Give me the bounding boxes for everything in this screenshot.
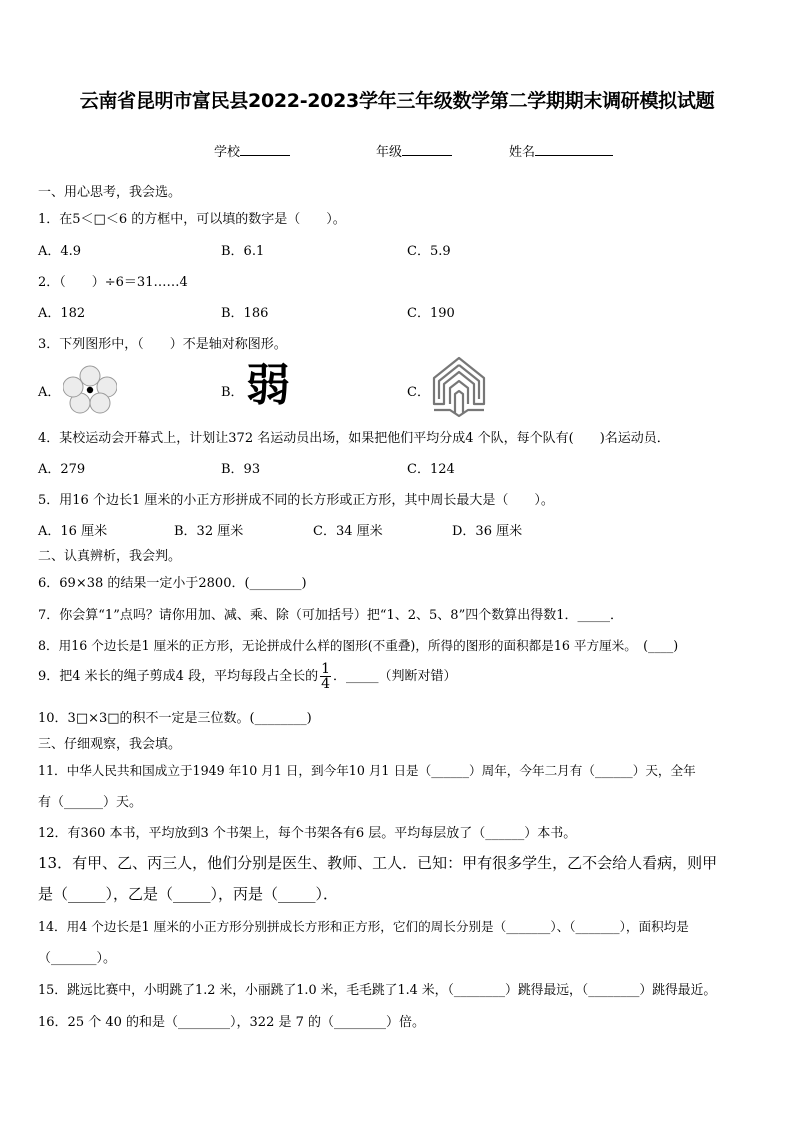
flower-icon <box>63 364 117 414</box>
question-7: 7．你会算“1”点吗？请你用加、减、乘、除（可加括号）把“1、2、5、8”四个数算出得数1．_____． <box>38 608 623 623</box>
emblem-icon <box>430 356 488 418</box>
q5-option-c: C．34 厘米 <box>313 524 383 539</box>
q4-option-c: C．124 <box>407 462 455 477</box>
q2-option-a: A．182 <box>38 306 86 321</box>
q1-option-a: A．4.9 <box>38 244 82 259</box>
question-1: 1．在5＜□＜6 的方框中，可以填的数字是（ ）。 <box>38 212 346 227</box>
q5-option-b: B．32 厘米 <box>174 524 244 539</box>
question-4: 4．某校运动会开幕式上，计划让372 名运动员出场，如果把他们平均分成4 个队，每个队有( )名运动员． <box>38 431 670 446</box>
question-13-line-2: 是（_____），乙是（_____），丙是（_____）． <box>38 885 339 903</box>
school-label: 学校 <box>214 145 241 160</box>
school-blank <box>240 143 290 156</box>
section-2-heading: 二、认真辨析，我会判。 <box>38 549 182 564</box>
question-2: 2．（ ）÷6＝31……4 <box>38 275 188 290</box>
flower-figure <box>63 364 117 414</box>
name-label: 姓名 <box>509 145 536 160</box>
question-10: 10．3□×3□的积不一定是三位数。(________) <box>38 711 312 726</box>
section-3-heading: 三、仔细观察，我会填。 <box>38 737 182 752</box>
question-15: 15．跳远比赛中，小明跳了1.2 米，小丽跳了1.0 米，毛毛跳了1.4 米，（________）跳得最远，（________）跳得最近。 <box>38 983 717 998</box>
question-12: 12．有360 本书，平均放到3 个书架上，每个书架各有6 层。平均每层放了（______）本书。 <box>38 826 577 841</box>
grade-field <box>376 141 452 160</box>
q1-option-c: C．5.9 <box>407 244 451 259</box>
question-13-line-1: 13．有甲、乙、丙三人，他们分别是医生、教师、工人．已知：甲有很多学生，乙不会给人看病，则甲 <box>38 854 718 872</box>
character-figure: 弱 <box>246 360 290 411</box>
emblem-figure <box>430 356 488 418</box>
question-5: 5．用16 个边长1 厘米的小正方形拼成不同的长方形或正方形，其中周长最大是（ ）。 <box>38 493 554 508</box>
q3-option-b-label: B． <box>221 385 244 400</box>
q3-option-a-label: A． <box>38 385 61 400</box>
section-1-heading: 一、用心思考，我会选。 <box>38 185 182 200</box>
q2-option-c: C．190 <box>407 306 455 321</box>
page-title: 云南省昆明市富民县2022-2023学年三年级数学第二学期期末调研模拟试题 <box>79 90 715 112</box>
q3-option-c-label: C． <box>407 385 430 400</box>
fraction-one-quarter <box>320 662 331 691</box>
question-11-line-1: 11．中华人民共和国成立于1949 年10 月1 日，到今年10 月1 日是（______）周年，今年二月有（______）天，全年 <box>38 763 696 778</box>
question-6: 6．69×38 的结果一定小于2800．(________) <box>38 576 307 591</box>
question-8: 8．用16 个边长是1 厘米的正方形，无论拼成什么样的图形(不重叠)，所得的图形的面积都是16 平方厘米。 (____) <box>38 638 679 653</box>
q9-text-before: 9．把4 米长的绳子剪成4 段，平均每段占全长的 <box>38 669 319 684</box>
q4-option-a: A．279 <box>38 462 86 477</box>
question-3: 3．下列图形中，（ ）不是轴对称图形。 <box>38 337 287 352</box>
q4-option-b: B．93 <box>221 462 261 477</box>
fraction-denominator: 4 <box>321 676 330 692</box>
q5-option-d: D．36 厘米 <box>452 524 523 539</box>
question-14-line-2: （_______）。 <box>38 951 117 966</box>
question-11-line-2: 有（______）天。 <box>38 795 143 810</box>
question-9 <box>38 660 457 694</box>
q1-option-b: B．6.1 <box>221 244 265 259</box>
school-field <box>214 141 290 160</box>
question-14-line-1: 14．用4 个边长是1 厘米的小正方形分别拼成长方形和正方形，它们的周长分别是（_______）、（_______），面积均是 <box>38 919 689 934</box>
question-16: 16．25 个 40 的和是（________），322 是 7 的（________）倍。 <box>38 1015 426 1030</box>
fraction-numerator: 1 <box>321 661 330 677</box>
q2-option-b: B．186 <box>221 306 269 321</box>
q9-text-after: ．_____（判断对错） <box>333 669 457 684</box>
grade-blank <box>402 143 452 156</box>
name-blank <box>535 143 613 156</box>
grade-label: 年级 <box>376 145 403 160</box>
q5-option-a: A．16 厘米 <box>38 524 108 539</box>
name-field <box>509 141 613 160</box>
